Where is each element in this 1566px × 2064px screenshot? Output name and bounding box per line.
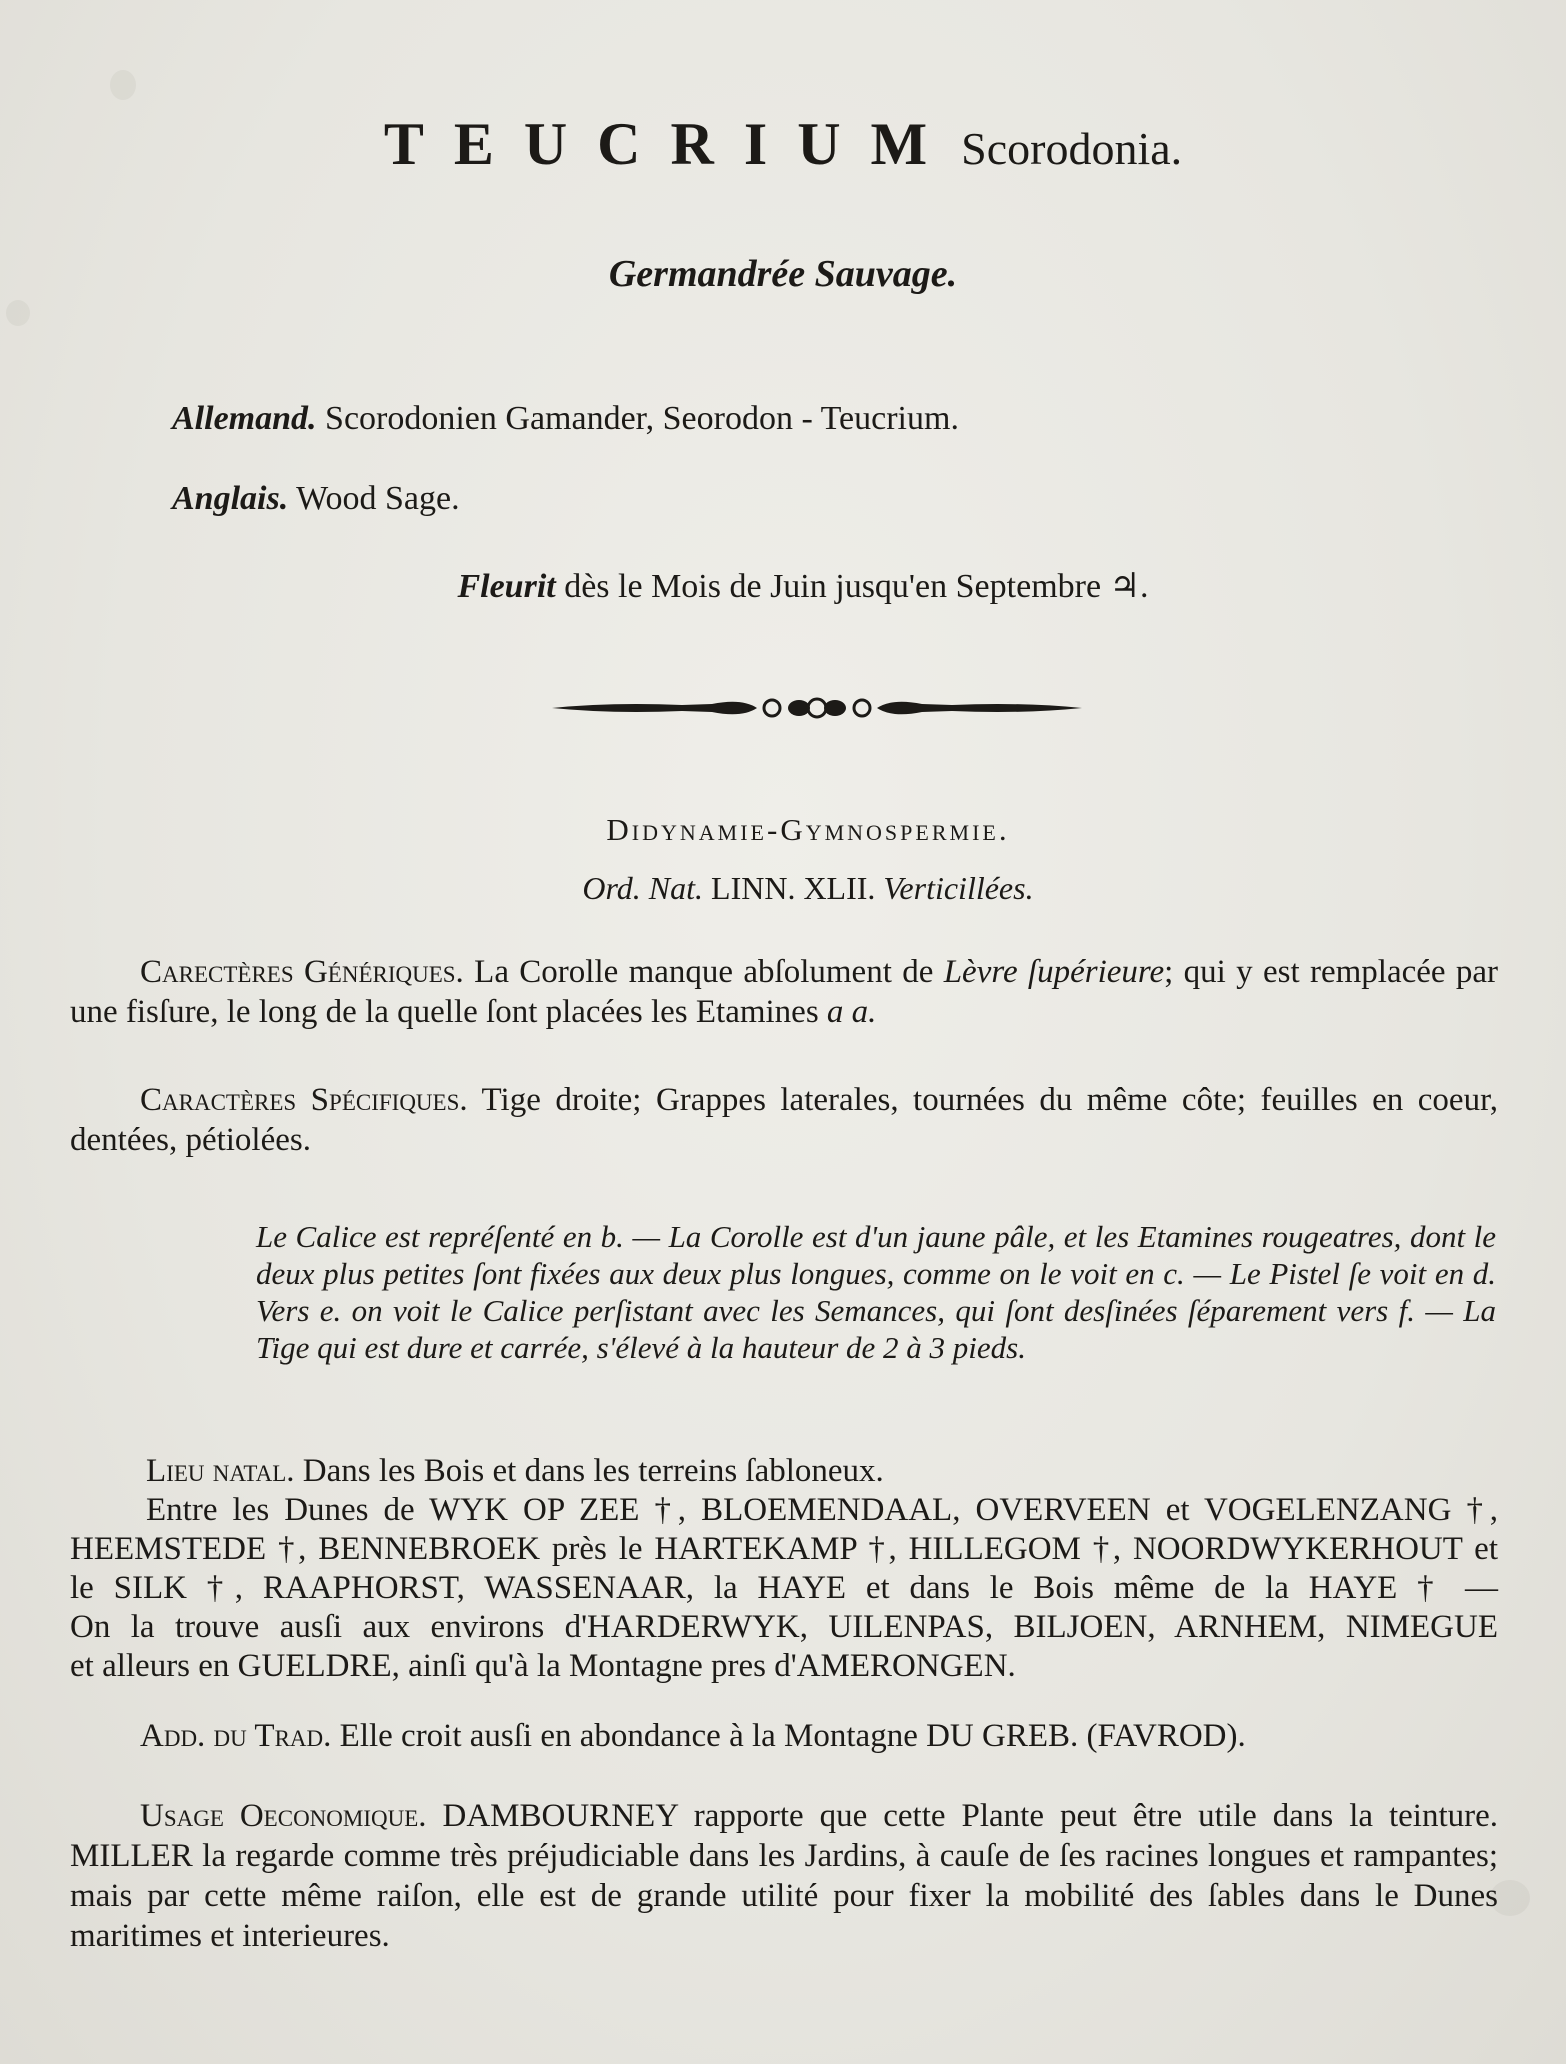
plate-description: Le Calice est repréſenté en b. — La Corolle est d'un jaune pâle, et les Etamines rougeatres, dont le deux plus petites ſont fixées aux deux plus longues, comme on le voit en c. — Le Pistel ſe voit en d. Vers e. on voit le Calice perſistant avec les Semances, qui ſont desſinées ſéparement vers f. — La Tige qui est dure et carrée, s'élevé à la hauteur de 2 à 3 pieds. (256, 1219, 1496, 1365)
ord-label: Ord. Nat. (582, 870, 704, 906)
generic-text-4: a a. (826, 994, 877, 1030)
genus-name: TEUCRIUM (383, 111, 958, 177)
translator-text: Elle croit ausſi en abondance à la Montagne DU GREB. (FAVROD). (339, 1718, 1246, 1754)
page-title (0, 108, 1566, 196)
translator-label: Add. du Trad. (140, 1718, 332, 1754)
english-name-line (172, 480, 460, 518)
specific-label: Caractères Spécifiques. (140, 1082, 468, 1118)
generic-label: Carectères Génériques. (140, 954, 464, 990)
habitat-line: et alleurs en GUELDRE, ainſi qu'à la Montagne pres d'AMERONGEN. (70, 1648, 1016, 1684)
generic-text-2: Lèvre ſupérieure (943, 954, 1165, 990)
ord-family: Verticillées. (883, 870, 1034, 906)
generic-text-3: ; qui y est remplacée par une fisſure, le long de la quelle ſont placées les Etamines (70, 954, 1499, 1030)
natural-order (0, 870, 1566, 907)
flowering-line (0, 566, 1566, 606)
paper-stain (6, 300, 30, 326)
german-label: Allemand. (172, 400, 317, 437)
german-name-line (172, 400, 959, 438)
economic-usage (70, 1796, 1498, 1956)
flowering-text: dès le Mois de Juin jusqu'en Septembre ♃. (564, 568, 1149, 605)
specific-text: Tige droite; Grappes laterales, tournées du même côte; feuilles en coeur, dentées, pétiolées. (70, 1082, 1498, 1158)
linnaean-class: Didynamie-Gymnospermie. (606, 812, 1010, 847)
habitat-label: Lieu natal. (146, 1453, 295, 1489)
habitat-line: HEEMSTEDE †, BENNEBROEK près le HARTEKAMP †, HILLEGOM †, NOORDWYKERHOUT et (70, 1531, 1498, 1567)
flowering-label: Fleurit (457, 568, 556, 605)
english-label: Anglais. (172, 480, 289, 517)
usage-text: DAMBOURNEY rapporte que cette Plante peut être utile dans la teinture. MILLER la regarde comme très préjudiciable dans les Jardins, à cauſe de ſes racines longues et rampantes; mais par cette même raiſon, elle est de grande utilité pour fixer la mobilité des ſables dans le Dunes maritimes et interieures. (70, 1798, 1499, 1954)
habitat-line (70, 1452, 1498, 1491)
german-name: Scorodonien Gamander, Seorodon - Teucrium. (325, 400, 959, 437)
generic-text-1: La Corolle manque abſolument de (474, 954, 934, 990)
english-name: Wood Sage. (296, 480, 460, 517)
paper-stain (110, 70, 136, 100)
translator-addition (70, 1716, 1498, 1756)
ord-linn: LINN. XLII. (711, 870, 876, 906)
habitat-line: Entre les Dunes de WYK OP ZEE †, BLOEMENDAAL, OVERVEEN et VOGELENZANG †, (146, 1492, 1498, 1528)
specific-characters (70, 1080, 1498, 1160)
species-name: Scorodonia. (961, 123, 1183, 174)
habitat-line: le SILK †, RAAPHORST, WASSENAAR, la HAYE et dans le Bois même de la HAYE † — (70, 1570, 1498, 1606)
ornament-divider (552, 690, 1082, 726)
habitat (70, 1452, 1498, 1686)
habitat-line: On la trouve ausſi aux environs d'HARDERWYK, UILENPAS, BILJOEN, ARNHEM, NIMEGUE (70, 1609, 1498, 1645)
french-name: Germandrée Sauvage. (608, 253, 958, 295)
habitat-text: Dans les Bois et dans les terreins ſabloneux. (302, 1453, 884, 1489)
generic-characters (70, 952, 1498, 1032)
usage-label: Usage Oeconomique. (140, 1798, 427, 1834)
